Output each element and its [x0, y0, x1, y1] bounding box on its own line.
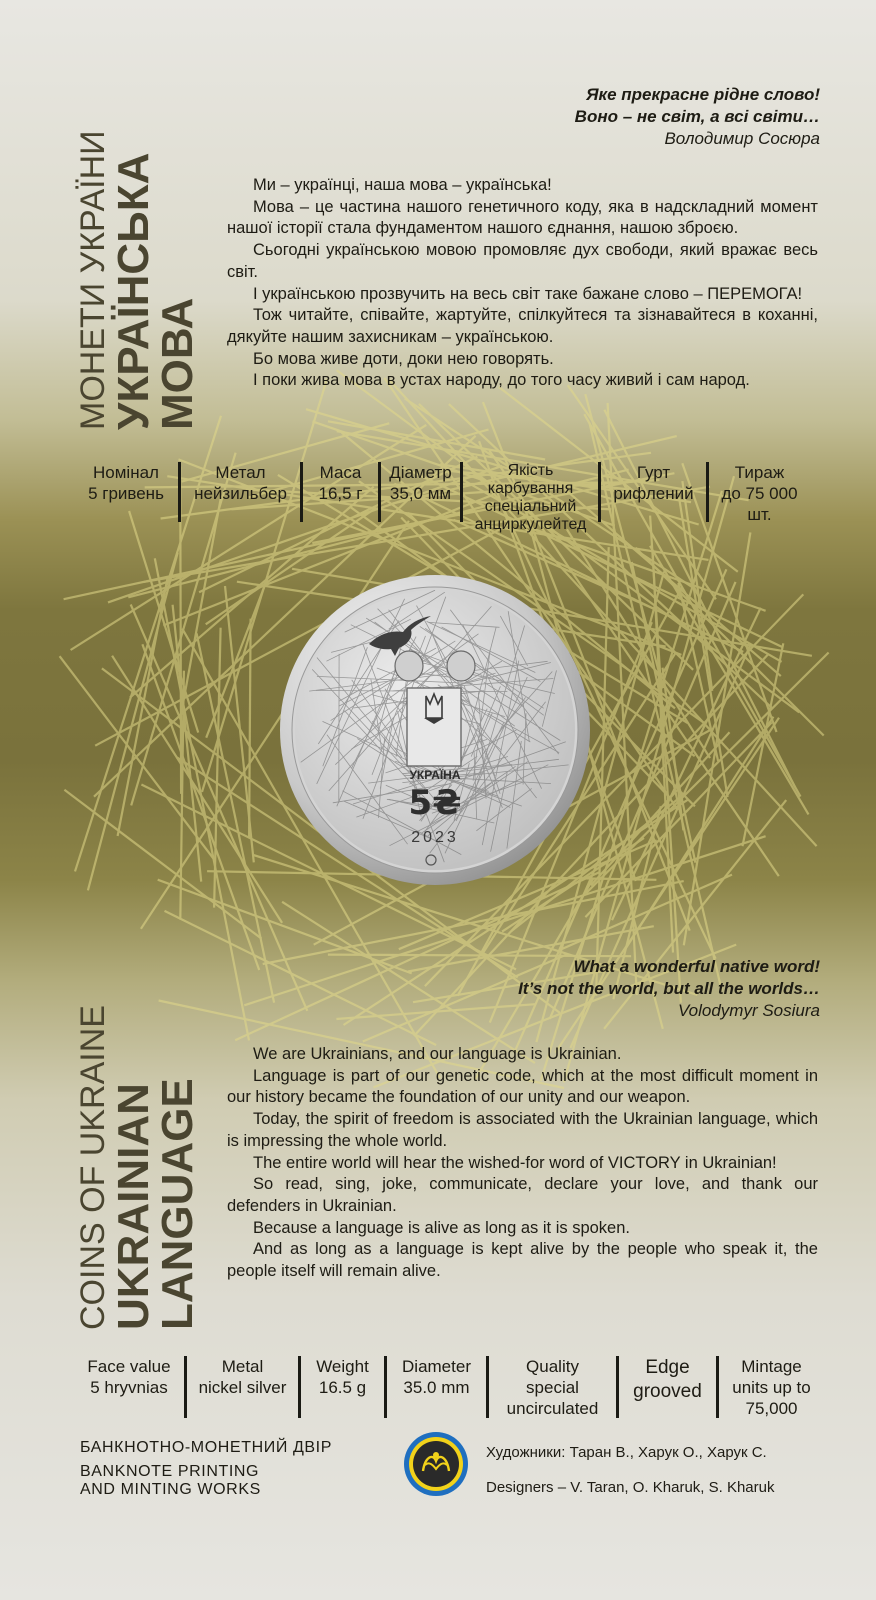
- ua-quote-author: Володимир Сосюра: [664, 129, 820, 148]
- ua-spec-nominal: [74, 462, 178, 522]
- letter-i-dot-right: [447, 651, 475, 681]
- en-vertical-title: [74, 1005, 200, 1330]
- en-paragraph: We are Ukrainians, and our language is Ukrainian.: [253, 1045, 622, 1063]
- spec-label: Quality: [526, 1357, 579, 1376]
- spec-value: special uncirculated: [506, 1378, 599, 1418]
- ua-paragraph: Бо мова живе доти, доки нею говорять.: [253, 349, 554, 368]
- spec-value: нейзильбер: [194, 484, 287, 503]
- en-paragraph: Because a language is alive as long as it is spoken.: [253, 1218, 630, 1237]
- ua-paragraph: І українською прозвучить на весь світ таке бажане слово – ПЕРЕМОГА!: [253, 284, 803, 303]
- ua-title-line1: УКРАЇНСЬКА: [109, 152, 158, 430]
- en-spec-table: [74, 1356, 824, 1418]
- spec-value: 16.5 g: [318, 1378, 367, 1397]
- ua-paragraph: І поки жива мова в устах народу, до того часу живий і сам народ.: [253, 371, 750, 390]
- mint-name-en-line1: BANKNOTE PRINTING: [80, 1463, 260, 1480]
- ua-quote-line1: Яке прекрасне рідне слово!: [586, 85, 820, 104]
- en-paragraph: Today, the spirit of freedom is associated with the Ukrainian language, which is impressing the whole world.: [227, 1110, 818, 1150]
- ua-paragraph: Тож читайте, співайте, жартуйте, спілкуйтеся та зізнавайтеся в коханні, дякуйте нашим захисникам – українською.: [227, 306, 818, 346]
- spec-value: units up to 75,000: [732, 1378, 811, 1418]
- ua-paragraph: Сьогодні українською мовою промовляє дух свободи, який вражає весь світ.: [227, 241, 818, 281]
- spec-value: 5 hryvnias: [90, 1378, 168, 1397]
- en-spec-edge: [616, 1356, 716, 1418]
- en-spec-face-value: [74, 1356, 184, 1418]
- en-spec-weight: [298, 1356, 384, 1418]
- ua-quote-line2: Воно – не світ, а всі світи…: [574, 107, 820, 126]
- ua-spec-table: [74, 462, 810, 533]
- net-line: [165, 911, 437, 1045]
- spec-value: 35.0 mm: [403, 1378, 470, 1397]
- spec-label: Метал: [215, 463, 266, 482]
- en-paragraph: The entire world will hear the wished-for word of VICTORY in Ukrainian!: [253, 1153, 777, 1172]
- designers-en: Designers – V. Taran, O. Kharuk, S. Kharuk: [486, 1479, 775, 1496]
- net-line: [249, 619, 251, 839]
- spec-label: Гурт: [636, 463, 671, 482]
- spec-value: 35,0 мм: [389, 484, 452, 503]
- spec-label: Edge: [645, 1357, 690, 1378]
- en-spec-diameter: [384, 1356, 486, 1418]
- spec-label: Номінал: [93, 463, 159, 482]
- spec-value: рифлений: [613, 484, 694, 503]
- mint-name-en-line2: AND MINTING WORKS: [80, 1481, 261, 1498]
- letter-i-stem: [407, 688, 461, 766]
- en-body-text: [227, 1044, 818, 1283]
- en-paragraph: So read, sing, joke, communicate, declare your love, and thank our defenders in Ukrainian.: [227, 1175, 818, 1215]
- ua-spec-metal: [178, 462, 300, 522]
- en-paragraph: Language is part of our genetic code, which at the most difficult moment in our history became the foundation of our unity and our weapon.: [227, 1066, 818, 1107]
- en-series-label: COINS OF UKRAINE: [74, 1005, 112, 1330]
- coin-year: 2023: [411, 829, 459, 846]
- spec-value: 16,5 г: [318, 484, 363, 503]
- designers-ua: Художники: Таран В., Харук О., Харук С.: [486, 1444, 767, 1461]
- en-quote-author: Volodymyr Sosiura: [677, 1001, 820, 1020]
- spec-label: Weight: [316, 1357, 369, 1376]
- nbu-mint-logo-icon: [403, 1431, 469, 1497]
- coin-denomination: 5₴: [408, 783, 462, 823]
- en-quote: [518, 956, 820, 1022]
- spec-label: Діаметр: [389, 463, 452, 482]
- mint-name: [80, 1439, 332, 1499]
- ua-spec-quality: [460, 462, 598, 533]
- coin-image: [279, 574, 591, 886]
- coin-country: УКРАЇНА: [409, 768, 461, 782]
- en-spec-metal: [184, 1356, 298, 1418]
- mint-name-ua: БАНКНОТНО-МОНЕТНИЙ ДВІР: [80, 1439, 332, 1456]
- spec-label: Face value: [87, 1357, 171, 1376]
- en-paragraph: And as long as a language is kept alive by the people who speak it, the people itself will remain alive.: [227, 1240, 818, 1281]
- spec-value: grooved: [633, 1381, 702, 1402]
- spec-label: Diameter: [402, 1357, 471, 1376]
- ua-vertical-title: [74, 130, 200, 430]
- en-spec-mintage: [716, 1356, 824, 1418]
- spec-value: 5 гривень: [88, 484, 164, 503]
- en-quote-line2: It’s not the world, but all the worlds…: [518, 979, 820, 998]
- spec-label: Якість: [507, 462, 554, 479]
- en-title-line1: UKRAINIAN: [109, 1083, 158, 1330]
- spec-value: карбування спеціальний анциркулейтед: [474, 480, 587, 533]
- ua-title-line2: МОВА: [153, 297, 202, 430]
- spec-label: Mintage: [741, 1357, 802, 1376]
- letter-i-dot-left: [395, 651, 423, 681]
- en-quote-line1: What a wonderful native word!: [573, 957, 820, 976]
- en-spec-quality: [486, 1356, 616, 1418]
- ua-body-text: [227, 175, 818, 392]
- ua-spec-diameter: [378, 462, 460, 522]
- spec-value: nickel silver: [198, 1378, 287, 1397]
- ua-quote: [575, 84, 820, 150]
- net-line: [612, 608, 761, 920]
- ua-spec-mass: [300, 462, 378, 522]
- spec-label: Metal: [221, 1357, 264, 1376]
- spec-label: Маса: [319, 463, 362, 482]
- spec-value: до 75 000 шт.: [721, 484, 798, 524]
- spec-label: Тираж: [734, 463, 785, 482]
- ua-paragraph: Ми – українці, наша мова – українська!: [253, 176, 552, 194]
- ua-series-label: МОНЕТИ УКРАЇНИ: [74, 130, 112, 430]
- ua-spec-mintage: [706, 462, 810, 522]
- en-title-line2: LANGUAGE: [153, 1078, 202, 1330]
- net-line: [214, 628, 221, 908]
- ua-spec-edge: [598, 462, 706, 522]
- net-line: [142, 644, 259, 970]
- ua-paragraph: Мова – це частина нашого генетичного коду, яка в надскладний момент нашої історії стала фундаментом нашого єднання, нашою зброєю.: [227, 197, 818, 238]
- net-line: [112, 656, 282, 923]
